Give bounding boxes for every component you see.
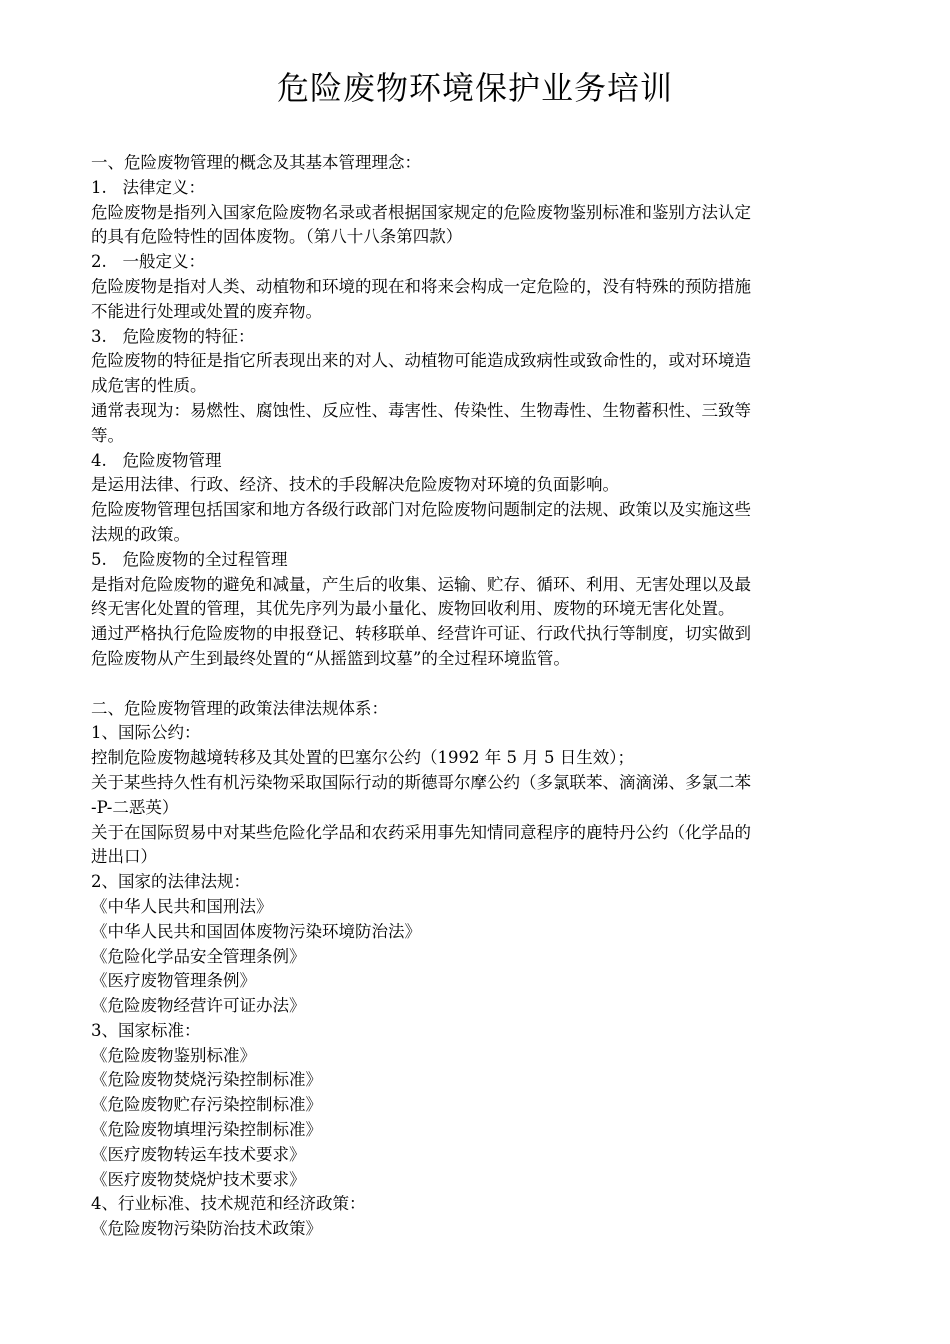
- text-line: 等。: [91, 425, 124, 445]
- text-line: 二、危险废物管理的政策法律法规体系：: [91, 698, 388, 718]
- text-line: 终无害化处置的管理，其优先序列为最小量化、废物回收利用、废物的环境无害化处置。: [91, 599, 735, 619]
- text-line: 关于某些持久性有机污染物采取国际行动的斯德哥尔摩公约（多氯联苯、滴滴涕、多氯二苯: [91, 772, 751, 792]
- text-line: 《危险废物焚烧污染控制标准》: [91, 1070, 322, 1090]
- text-line: 是指对危险废物的避免和减量，产生后的收集、运输、贮存、循环、利用、无害处理以及最: [91, 574, 751, 594]
- text-line: 《医疗废物焚烧炉技术要求》: [91, 1169, 306, 1189]
- text-line: 法规的政策。: [91, 524, 190, 544]
- text-line: 通常表现为：易燃性、腐蚀性、反应性、毒害性、传染性、生物毒性、生物蓄积性、三致等: [91, 400, 751, 420]
- text-line: 进出口）: [91, 847, 157, 867]
- text-line: 4. 危险废物管理: [91, 450, 222, 470]
- text-line: 《中华人民共和国刑法》: [91, 896, 273, 916]
- text-line: 关于在国际贸易中对某些危险化学品和农药采用事先知情同意程序的鹿特丹公约（化学品的: [91, 822, 751, 842]
- text-line: 2. 一般定义：: [91, 252, 205, 272]
- text-line: 不能进行处理或处置的废弃物。: [91, 301, 322, 321]
- text-line: 《医疗废物管理条例》: [91, 971, 256, 991]
- document-title: 危险废物环境保护业务培训: [276, 69, 673, 107]
- text-line: 一、危险废物管理的概念及其基本管理理念：: [91, 153, 421, 172]
- text-line: 是运用法律、行政、经济、技术的手段解决危险废物对环境的负面影响。: [91, 475, 619, 495]
- text-line: 危险废物管理包括国家和地方各级行政部门对危险废物问题制定的法规、政策以及实施这些: [91, 500, 751, 520]
- text-line: 危险废物从产生到最终处置的“从摇篮到坟墓”的全过程环境监管。: [91, 648, 570, 668]
- blank-line: [91, 672, 865, 697]
- text-line: 成危害的性质。: [91, 376, 207, 396]
- text-line: -P-二恶英）: [91, 797, 179, 817]
- text-line: 1、国际公约：: [91, 723, 201, 743]
- text-line: 危险废物是指对人类、动植物和环境的现在和将来会构成一定危险的，没有特殊的预防措施: [91, 276, 751, 296]
- text-line: 3. 危险废物的特征：: [91, 326, 255, 346]
- text-line: 《危险废物污染防治技术政策》: [91, 1219, 322, 1239]
- text-line: 《危险废物鉴别标准》: [91, 1045, 256, 1065]
- text-line: 的具有危险特性的固体废物。（第八十八条第四款）: [91, 227, 463, 247]
- text-line: 通过严格执行危险废物的申报登记、转移联单、经营许可证、行政代执行等制度，切实做到: [91, 624, 751, 644]
- text-line: 《危险废物贮存污染控制标准》: [91, 1095, 322, 1115]
- text-line: 3、国家标准：: [91, 1020, 201, 1040]
- text-line: 《医疗废物转运车技术要求》: [91, 1144, 306, 1164]
- document-body: [91, 151, 865, 1242]
- text-line: 危险废物是指列入国家危险废物名录或者根据国家规定的危险废物鉴别标准和鉴别方法认定: [91, 202, 751, 222]
- text-line: 4、行业标准、技术规范和经济政策：: [91, 1194, 366, 1214]
- text-line: 1. 法律定义：: [91, 177, 205, 197]
- text-line: 《危险废物填埋污染控制标准》: [91, 1120, 322, 1140]
- text-line: 《危险化学品安全管理条例》: [91, 946, 306, 966]
- text-line: 《危险废物经营许可证办法》: [91, 996, 306, 1016]
- text-line: 危险废物的特征是指它所表现出来的对人、动植物可能造成致病性或致命性的，或对环境造: [91, 351, 751, 371]
- text-line: 5. 危险废物的全过程管理: [91, 549, 288, 569]
- text-line: 2、国家的法律法规：: [91, 872, 250, 892]
- text-line: 《中华人民共和国固体废物污染环境防治法》: [91, 921, 421, 941]
- text-line: 控制危险废物越境转移及其处置的巴塞尔公约（1992 年 5 月 5 日生效）；: [91, 748, 634, 768]
